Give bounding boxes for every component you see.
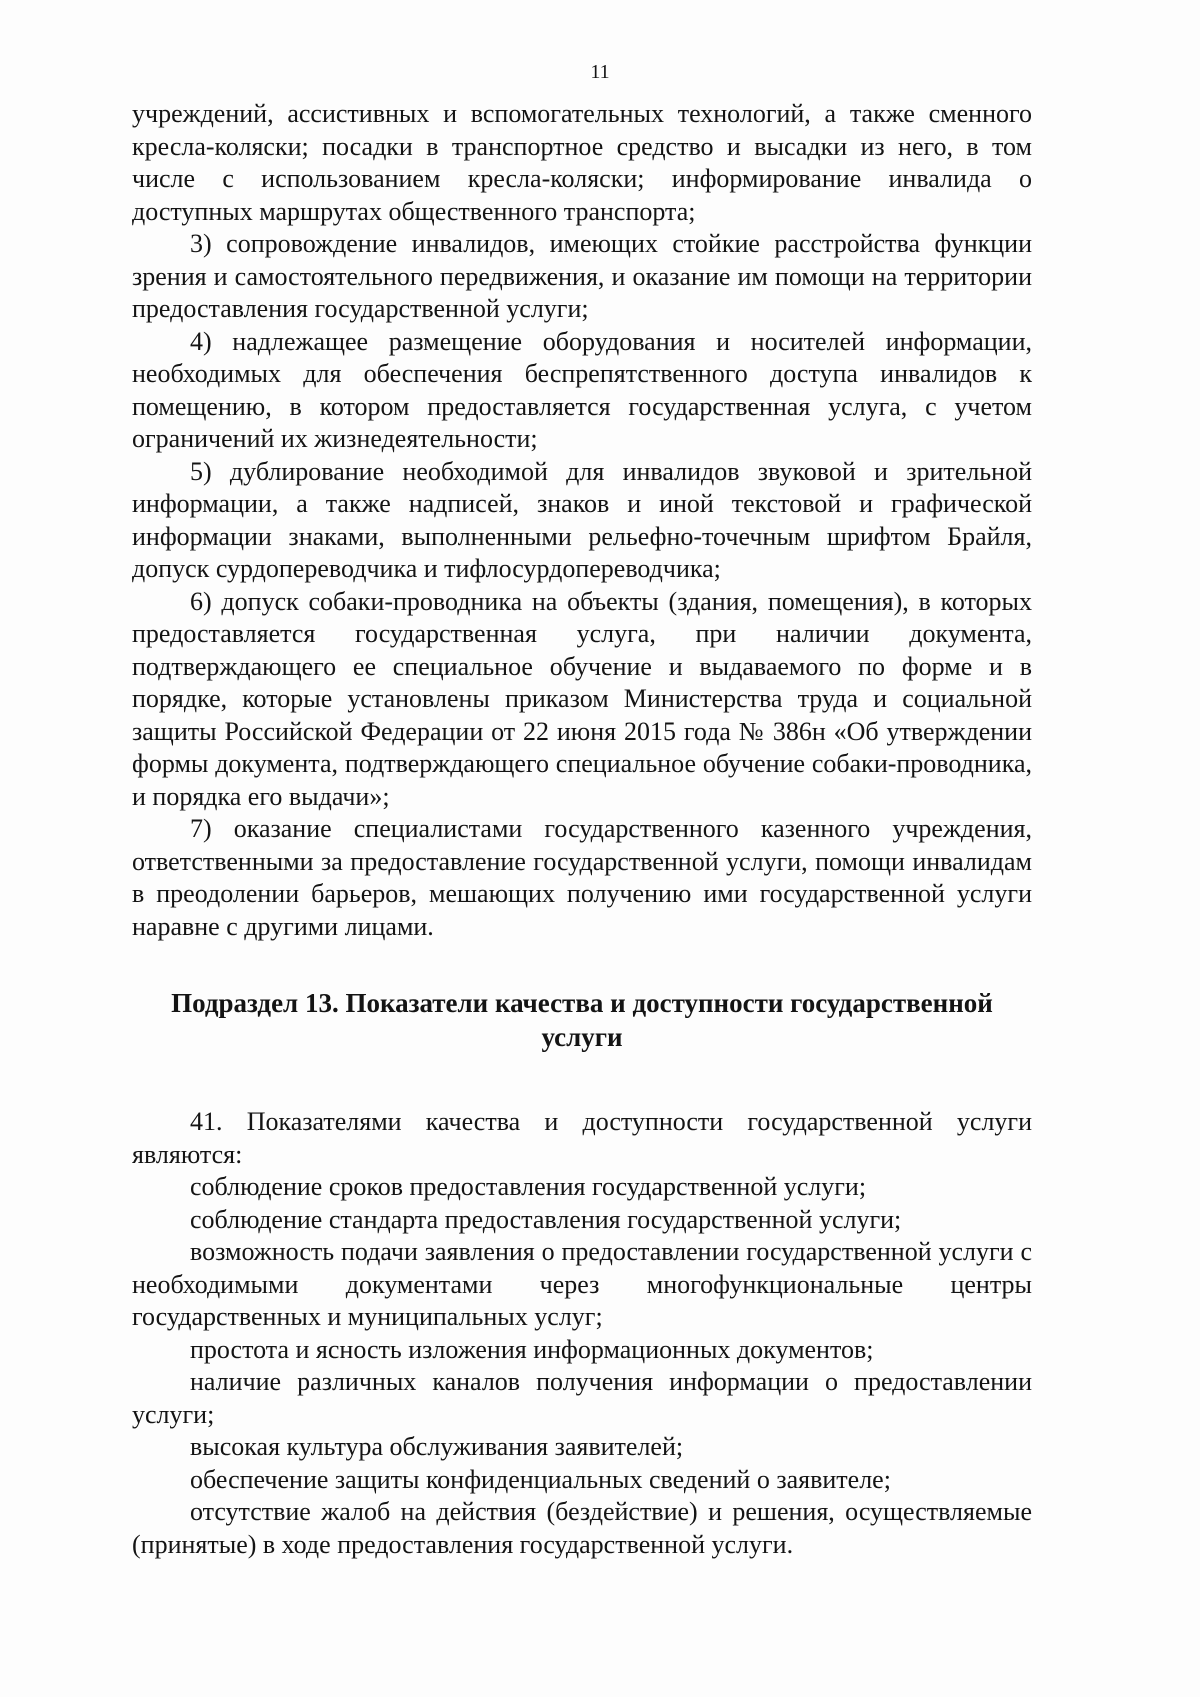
subsection-heading-line-2: услуги	[541, 1022, 623, 1052]
items-section	[132, 98, 1032, 943]
paragraph-item-7: 7) оказание специалистами государственного казенного учреждения, ответственными за предоставление государственной услуги, помощи инвалидам в преодолении барьеров, мешающих получению ими государственной услуги наравне с другими лицами.	[132, 814, 1032, 941]
indicator-item: соблюдение стандарта предоставления государственной услуги;	[190, 1204, 902, 1234]
paragraph-continuation: учреждений, ассистивных и вспомогательных технологий, а также сменного кресла-коляски; посадки в транспортное средство и высадки из него, в том числе с использованием кресла-коляски; информирование инвалида о доступных маршрутах общественного транспорта;	[132, 99, 1032, 226]
indicator-item: обеспечение защиты конфиденциальных сведений о заявителе;	[190, 1464, 891, 1494]
indicator-item: возможность подачи заявления о предоставлении государственной услуги с необходимыми документами через многофункциональные центры государственных и муниципальных услуг;	[132, 1237, 1032, 1331]
subsection-heading	[132, 986, 1032, 1054]
paragraph-item-4: 4) надлежащее размещение оборудования и носителей информации, необходимых для обеспечения беспрепятственного доступа инвалидов к помещению, в котором предоставляется государственная услуга, с учетом ограничений их жизнедеятельности;	[132, 326, 1032, 453]
paragraph-item-6: 6) допуск собаки-проводника на объекты (здания, помещения), в которых предоставляется государственная услуга, при наличии документа, подтверждающего ее специальное обучение и выдаваемого по форме и в порядке, которые установлены приказом Министерства труда и социальной защиты Российской Федерации от 22 июня 2015 года № 386н «Об утверждении формы документа, подтверждающего специальное обучение собаки-проводника, и порядка его выдачи»;	[132, 586, 1032, 811]
paragraph-item-5: 5) дублирование необходимой для инвалидов звуковой и зрительной информации, а также надписей, знаков и иной текстовой и графической информации знаками, выполненными рельефно-точечным шрифтом Брайля, допуск сурдопереводчика и тифлосурдопереводчика;	[132, 456, 1032, 583]
subsection-heading-line-1: Подраздел 13. Показатели качества и доступности государственной	[171, 988, 993, 1018]
indicator-item: отсутствие жалоб на действия (бездействие) и решения, осуществляемые (принятые) в ходе предоставления государственной услуги.	[132, 1497, 1032, 1559]
paragraph-indicators-intro: 41. Показателями качества и доступности государственной услуги являются:	[132, 1107, 1032, 1169]
page-number: 11	[590, 61, 610, 83]
indicator-item: простота и ясность изложения информационных документов;	[190, 1334, 874, 1364]
indicator-item: наличие различных каналов получения информации о предоставлении услуги;	[132, 1367, 1032, 1429]
indicator-item: высокая культура обслуживания заявителей;	[190, 1432, 684, 1461]
indicators-section	[132, 1106, 1032, 1561]
indicator-item: соблюдение сроков предоставления государственной услуги;	[190, 1172, 867, 1201]
paragraph-item-3: 3) сопровождение инвалидов, имеющих стойкие расстройства функции зрения и самостоятельного передвижения, и оказание им помощи на территории предоставления государственной услуги;	[132, 229, 1032, 323]
